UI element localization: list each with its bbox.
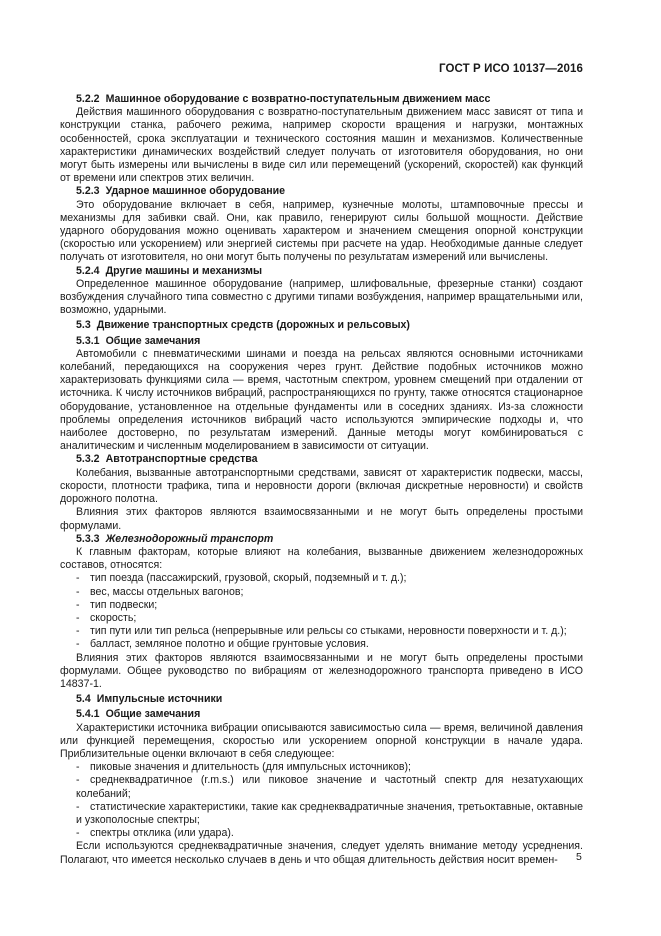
document-header: ГОСТ Р ИСО 10137—2016 <box>438 63 583 75</box>
section-heading <box>60 708 583 721</box>
section-title: Ударное машинное оборудование <box>105 185 286 198</box>
dash-bullet-icon: - <box>76 611 80 624</box>
dash-bullet-icon: - <box>76 774 80 787</box>
list-item <box>60 761 583 774</box>
section-number: 5.3.2 <box>76 453 100 466</box>
paragraph: Действия машинного оборудования с возвратно-поступательным движением масс зависят от типа и конструкции станка, рабочего режима, например скорости вращения и нагрузки, монтажных особенностей, срока эксплуатации и технического состояния машин и механизмов. Количественные характеристики динамических воздействий следует получать от изготовителя оборудования, но они могут быть измерены или вычислены в виде сил или перемещений (ускорений, скоростей) как функций от времени или спектров этих величин. <box>60 106 583 185</box>
section-number: 5.2.2 <box>76 93 100 105</box>
section-number: 5.3.1 <box>76 334 100 347</box>
paragraph: Автомобили с пневматическими шинами и поезда на рельсах являются основными источниками колебаний, передающихся на сооружения через грунт. Действие подобных источников можно характеризовать функциями сила — время, частотным спектром, уровнем смещений при отдалении от источника. К числу источников вибраций, распространяющихся по грунту, также относятся стационарное оборудование, установленное на отдельные фундаменты или в соседних зданиях. Из-за сложности проблемы определения источников вибраций часто используются эмпирические подходы и, что наиболее достоверно, по результатам измерений. Данные методы могут комбинироваться с аналитическим и численным моделированием в зависимости от ситуации. <box>60 347 583 453</box>
list-item <box>60 801 583 827</box>
list-item-text: спектры отклика (или удара). <box>90 827 234 840</box>
paragraph: Если используются среднеквадратичные значения, следует уделять внимание методу усреднения. Полагают, что имеется несколько случаев в день и что общая длительность действия носит времен- <box>60 840 583 866</box>
dash-bullet-icon: - <box>76 598 80 611</box>
section-number: 5.2.3 <box>76 185 100 198</box>
list-item <box>60 625 583 638</box>
list-item <box>60 572 583 585</box>
section-heading <box>60 453 583 466</box>
section-heading <box>60 319 583 332</box>
section-title: Общие замечания <box>105 708 201 721</box>
section-number: 5.2.4 <box>76 264 100 277</box>
paragraph: Колебания, вызванные автотранспортными средствами, зависят от характеристик подвески, массы, скорости, плотности трафика, типа и неровности дороги (включая дискретные неровности) и свойств дорожного полотна. <box>60 466 583 506</box>
section-title: Импульсные источники <box>96 693 223 706</box>
dash-bullet-icon: - <box>76 827 80 840</box>
document-body <box>60 93 583 867</box>
list-item-text: тип пути или тип рельса (непрерывные или рельсы со стыками, неровности поверхности и т. д.); <box>90 625 567 638</box>
list-item-text: статистические характеристики, такие как среднеквадратичные значения, третьоктавные, октавные и узкополосные спектры; <box>76 800 583 826</box>
dash-bullet-icon: - <box>76 638 80 651</box>
paragraph: Определенное машинное оборудование (например, шлифовальные, фрезерные станки) создают возбуждения случайного типа совместно с другими типами возбуждения, например вращательными или, возможно, ударными. <box>60 277 583 317</box>
section-title: Автотранспортные средства <box>105 453 258 466</box>
paragraph: К главным факторам, которые влияют на колебания, вызванные движением железнодорожных составов, относятся: <box>60 545 583 572</box>
dash-bullet-icon: - <box>76 585 80 598</box>
paragraph: Влияния этих факторов являются взаимосвязанными и не могут быть определены простыми формулами. <box>60 506 583 532</box>
list-item-text: пиковые значения и длительность (для импульсных источников); <box>90 761 411 774</box>
paragraph: Влияния этих факторов являются взаимосвязанными и не могут быть определены простыми формулами. Общее руководство по вибрациям от железнодорожного транспорта приведено в ИСО 14837-1. <box>60 651 583 690</box>
list-item <box>60 612 583 625</box>
dash-bullet-icon: - <box>76 800 80 813</box>
section-number: 5.3.3 <box>76 532 100 545</box>
section-heading <box>60 533 583 546</box>
list-item <box>60 638 583 651</box>
list-item <box>60 827 583 840</box>
section-heading <box>60 693 583 706</box>
list-item <box>60 586 583 599</box>
dash-bullet-icon: - <box>76 572 80 585</box>
list-item-text: тип поезда (пассажирский, грузовой, скорый, подземный и т. д.); <box>90 572 407 585</box>
page-number: 5 <box>576 851 582 863</box>
list-item <box>60 774 583 800</box>
section-number: 5.3 <box>76 319 91 332</box>
section-number: 5.4.1 <box>76 708 100 721</box>
section-heading <box>60 335 583 348</box>
list-item-text: вес, массы отдельных вагонов; <box>90 585 244 598</box>
section-title: Машинное оборудование с возвратно-поступательным движением масс <box>105 93 491 105</box>
paragraph: Это оборудование включает в себя, например, кузнечные молоты, штамповочные прессы и механизмы для забивки свай. Они, как правило, генерируют силы большой мощности. Действие ударного оборудования можно оценивать характером и значением смещения опорной конструкции (скоростью или ускорением) или энергией системы при расчете на удар. Необходимые данные следует получать от изготовителя, но они могут быть получены по результатам измерений или вычислены. <box>60 198 583 264</box>
list-item <box>60 599 583 612</box>
paragraph: Характеристики источника вибрации описываются зависимостью сила — время, величиной давления или функцией перемещения, скоростью или ускорением опорной конструкции в начале удара. Приблизительные оценки включают в себя следующее: <box>60 721 583 760</box>
section-heading <box>60 265 583 278</box>
section-title: Железнодорожный транспорт <box>105 532 274 545</box>
section-number: 5.4 <box>76 693 91 706</box>
section-title: Общие замечания <box>105 334 201 347</box>
list-item-text: скорость; <box>90 611 137 624</box>
section-heading <box>60 185 583 198</box>
list-item-text: тип подвески; <box>90 598 158 611</box>
dash-bullet-icon: - <box>76 761 80 774</box>
section-title: Движение транспортных средств (дорожных и рельсовых) <box>96 319 410 332</box>
list-item-text: среднеквадратичное (r.m.s.) или пиковое значение и частотный спектр для незатухающих колебаний; <box>76 774 583 800</box>
dash-bullet-icon: - <box>76 625 80 638</box>
section-heading <box>60 93 583 106</box>
section-title: Другие машины и механизмы <box>105 264 263 277</box>
list-item-text: балласт, земляное полотно и общие грунтовые условия. <box>90 638 369 651</box>
